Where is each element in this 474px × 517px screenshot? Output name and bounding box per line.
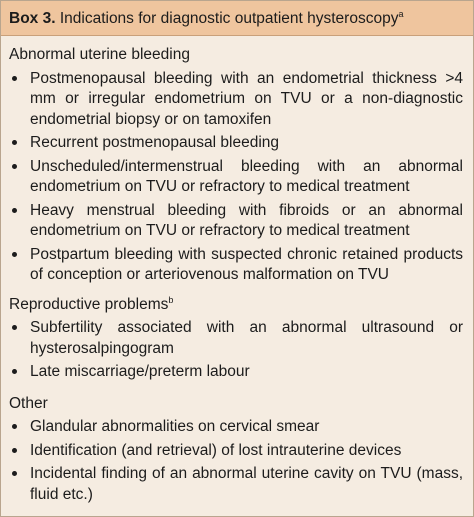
- section-list: [9, 318, 463, 383]
- bullet-icon: [12, 252, 17, 257]
- bullet-icon: [12, 325, 17, 330]
- section-title: Abnormal uterine bleeding: [9, 46, 190, 63]
- list-item: Glandular abnormalities on cervical smear: [9, 417, 463, 438]
- list-item: Subfertility associated with an abnormal ultrasound or hysterosalpingogram: [9, 318, 463, 359]
- list-item: Unscheduled/intermenstrual bleeding with an abnormal endometrium on TVU or refractory to medical treatment: [9, 157, 463, 198]
- section-title: Other: [9, 394, 48, 412]
- list-item: Identification (and retrieval) of lost intrauterine devices: [9, 441, 463, 462]
- bullet-icon: [12, 164, 17, 169]
- list-item: Heavy menstrual bleeding with fibroids or an abnormal endometrium on TVU or refractory to medical treatment: [9, 201, 463, 242]
- section-other: [9, 394, 463, 506]
- bullet-icon: [12, 424, 17, 429]
- section-list: [9, 417, 463, 505]
- box-label: Box 3.: [9, 10, 56, 27]
- box-header: [1, 1, 473, 36]
- section-title: Reproductive problems$^b$: [9, 294, 174, 313]
- bullet-icon: [12, 448, 17, 453]
- bullet-icon: [12, 76, 17, 81]
- list-item: Incidental finding of an abnormal uterine cavity on TVU (mass, fluid etc.): [9, 464, 463, 505]
- section-footnote-marker: b: [168, 294, 174, 305]
- list-item: Recurrent postmenopausal bleeding: [9, 133, 463, 154]
- section-abnormal-uterine-bleeding: [9, 45, 463, 286]
- list-item: Postmenopausal bleeding with an endometrial thickness >4 mm or irregular endometrium on TVU or a non-diagnostic endometrial biopsy or on tamoxifen: [9, 69, 463, 131]
- box-content: [1, 36, 473, 505]
- bullet-icon: [12, 208, 17, 213]
- section-reproductive-problems: [9, 295, 463, 383]
- list-item: Postpartum bleeding with suspected chronic retained products of conception or arteriovenous malformation on TVU: [9, 245, 463, 286]
- box-title-footnote-marker: a: [398, 9, 404, 19]
- section-list: [9, 69, 463, 286]
- bullet-icon: [12, 140, 17, 145]
- box-title: Indications for diagnostic outpatient hysteroscopy: [59, 10, 399, 27]
- list-item: Late miscarriage/preterm labour: [9, 362, 463, 383]
- bullet-icon: [12, 471, 17, 476]
- bullet-icon: [12, 369, 17, 374]
